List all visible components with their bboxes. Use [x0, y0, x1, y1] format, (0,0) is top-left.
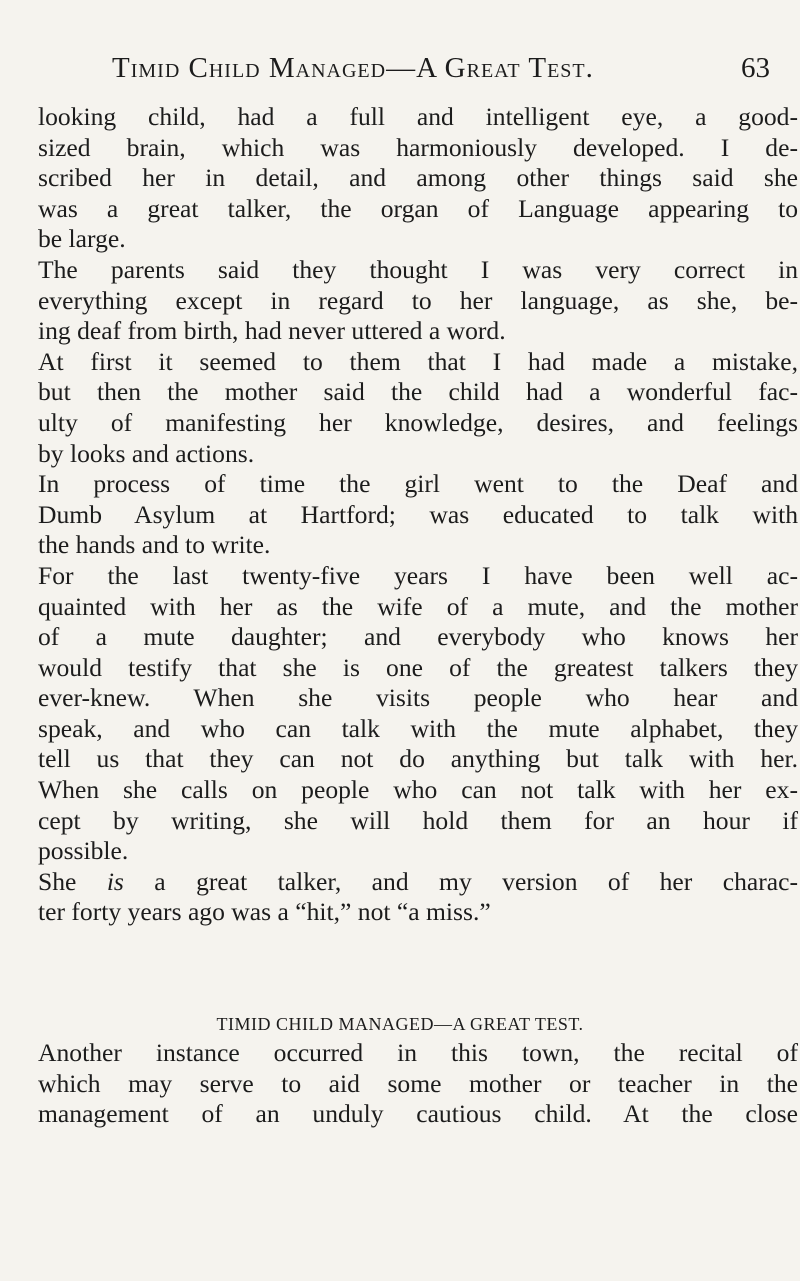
text-line: For the last twenty-five years I have been well ac-: [38, 560, 798, 590]
paragraph: [38, 867, 798, 928]
text-line: Dumb Asylum at Hartford; was educated to talk with: [38, 499, 798, 529]
body-text: [38, 102, 798, 928]
text-line: was a great talker, the organ of Language appearing to: [38, 193, 798, 223]
text-line: which may serve to aid some mother or teacher in the: [38, 1068, 798, 1098]
paragraph: [38, 1038, 798, 1130]
running-title: Timid Child Managed—A Great Test.: [112, 52, 594, 84]
text-line: but then the mother said the child had a wonderful fac-: [38, 377, 798, 407]
text-line: speak, and who can talk with the mute alphabet, they: [38, 713, 798, 743]
text-line: tell us that they can not do anything but talk with her.: [38, 744, 798, 774]
text-line: would testify that she is one of the greatest talkers they: [38, 652, 798, 682]
text-line: everything except in regard to her language, as she, be-: [38, 285, 798, 315]
text-line: scribed her in detail, and among other things said she: [38, 163, 798, 193]
text-line: ing deaf from birth, had never uttered a word.: [38, 316, 506, 346]
text-line: [38, 897, 798, 928]
text-line: When she calls on people who can not talk with her ex-: [38, 775, 798, 805]
text-fragment: not: [351, 897, 397, 927]
text-line: management of an unduly cautious child. At the close: [38, 1099, 798, 1129]
text-line: At first it seemed to them that I had made a mistake,: [38, 346, 798, 376]
text-line: She is a great talker, and my version of her charac-: [38, 866, 799, 896]
text-line: be large.: [38, 224, 126, 254]
text-line: by looks and actions.: [38, 438, 255, 468]
page-number: 63: [741, 52, 770, 84]
text-line: possible.: [38, 836, 129, 866]
paragraph: [38, 469, 798, 561]
paragraph: [38, 561, 798, 867]
quote-miss: “a miss.”: [396, 897, 491, 927]
text-line: the hands and to write.: [38, 530, 271, 560]
text-line: ulty of manifesting her knowledge, desires, and feelings: [38, 407, 798, 437]
emphasis: is: [106, 866, 124, 896]
section-heading: TIMID CHILD MANAGED—A GREAT TEST.: [216, 1014, 584, 1034]
paragraph: [38, 255, 798, 347]
text-line: The parents said they thought I was very correct in: [38, 254, 798, 284]
paragraph: [38, 347, 798, 469]
final-text: [38, 1038, 798, 1130]
text-line: In process of time the girl went to the Deaf and: [38, 469, 798, 499]
running-head: [112, 52, 770, 92]
text-line: ever-knew. When she visits people who hear and: [38, 683, 798, 713]
text-line: cept by writing, she will hold them for an hour if: [38, 805, 798, 835]
quote-hit: “hit,”: [295, 897, 352, 927]
text-line: Another instance occurred in this town, the recital of: [38, 1038, 798, 1067]
text-line: of a mute daughter; and everybody who knows her: [38, 622, 798, 652]
paragraph: [38, 102, 798, 255]
text-line: sized brain, which was harmoniously developed. I de-: [38, 132, 798, 162]
text-fragment: ter forty years ago was a: [38, 897, 296, 927]
text-line: quainted with her as the wife of a mute, and the mother: [38, 591, 798, 621]
text-line: looking child, had a full and intelligent eye, a good-: [38, 102, 798, 131]
